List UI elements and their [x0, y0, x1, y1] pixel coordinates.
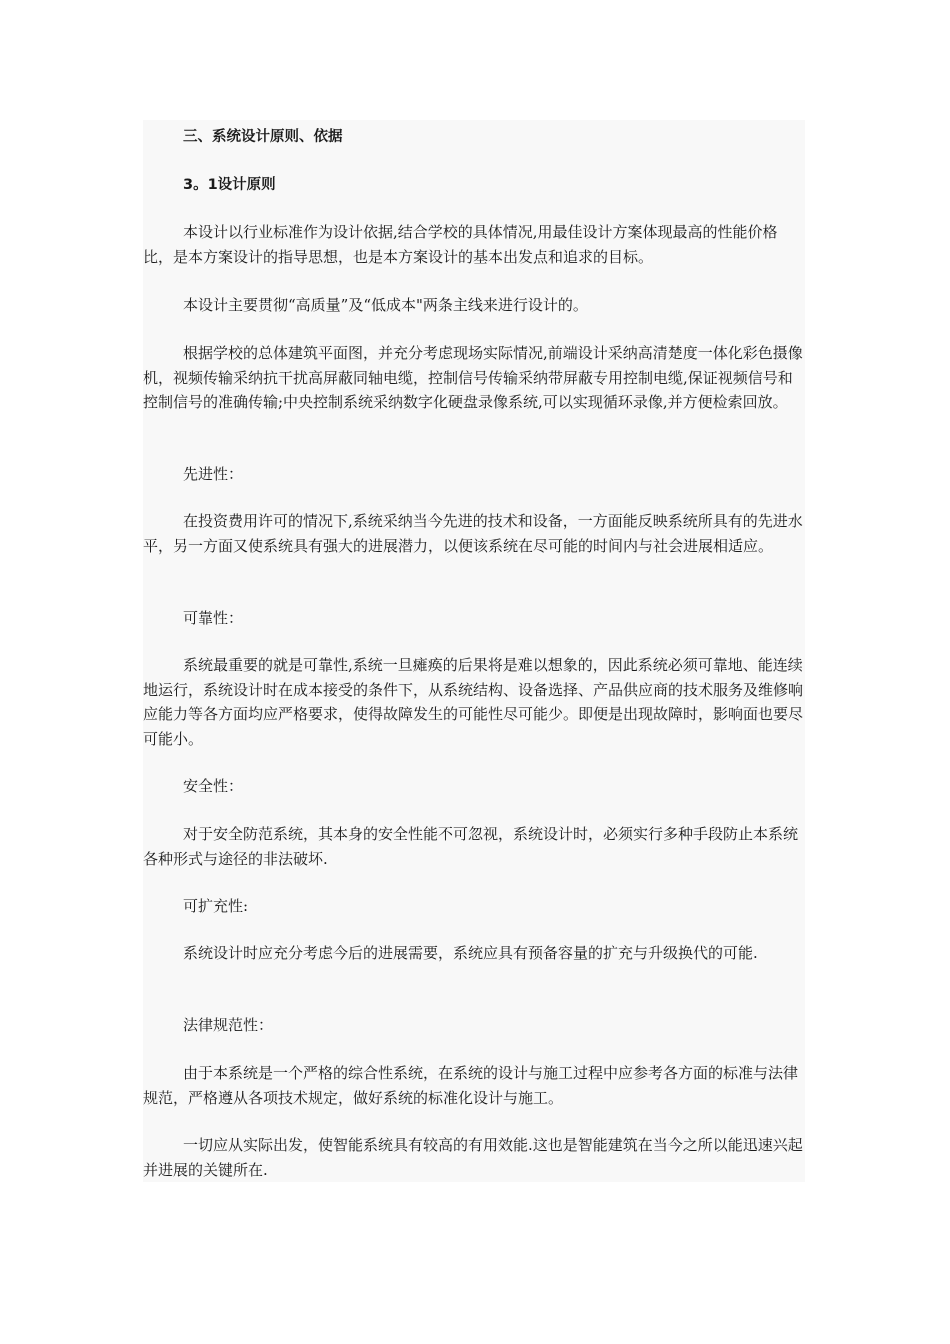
principle-heading: 安全性：: [183, 777, 244, 795]
principle-heading: 可扩充性:: [183, 897, 249, 915]
paragraph: 本设计以行业标准作为设计依据,结合学校的具体情况,用最佳设计方案体现最高的性能价格比，是本方案设计的指导思想，也是本方案设计的基本出发点和追求的目标。: [143, 223, 778, 266]
principle-heading: 先进性：: [183, 465, 244, 483]
paragraph: 一切应从实际出发，使智能系统具有较高的有用效能.这也是智能建筑在当今之所以能迅速兴起并进展的关键所在.: [143, 1136, 803, 1179]
paragraph: 在投资费用许可的情况下,系统采纳当今先进的技术和设备，一方面能反映系统所具有的先进水平，另一方面又使系统具有强大的进展潜力，以便该系统在尽可能的时间内与社会进展相适应。: [143, 512, 803, 555]
paragraph: 由于本系统是一个严格的综合性系统，在系统的设计与施工过程中应参考各方面的标准与法律规范，严格遵从各项技术规定，做好系统的标准化设计与施工。: [143, 1064, 799, 1107]
paragraph: 本设计主要贯彻“高质量”及“低成本"两条主线来进行设计的。: [183, 296, 588, 314]
subsection-heading: 3。1设计原则: [183, 177, 276, 193]
section-heading: 三、系统设计原则、依据: [183, 129, 343, 145]
paragraph: 根据学校的总体建筑平面图，并充分考虑现场实际情况,前端设计采纳高清楚度一体化彩色摄像机，视频传输采纳抗干扰高屏蔽同轴电缆，控制信号传输采纳带屏蔽专用控制电缆,保证视频信号和控制信号的准确传输;中央控制系统采纳数字化硬盘录像系统,可以实现循环录像,并方便检索回放。: [143, 344, 803, 411]
principle-heading: 法律规范性：: [183, 1016, 274, 1034]
paragraph: 对于安全防范系统，其本身的安全性能不可忽视，系统设计时，必须实行多种手段防止本系统各种形式与途径的非法破坏.: [143, 825, 799, 868]
paragraph: 系统设计时应充分考虑今后的进展需要，系统应具有预备容量的扩充与升级换代的可能.: [183, 944, 758, 962]
principle-heading: 可靠性：: [183, 609, 244, 627]
paragraph: 系统最重要的就是可靠性,系统一旦瘫痪的后果将是难以想象的，因此系统必须可靠地、能连续地运行，系统设计时在成本接受的条件下，从系统结构、设备选择、产品供应商的技术服务及维修响应能力等各方面均应严格要求，使得故障发生的可能性尽可能少。即便是出现故障时，影响面也要尽可能小。: [143, 656, 804, 748]
